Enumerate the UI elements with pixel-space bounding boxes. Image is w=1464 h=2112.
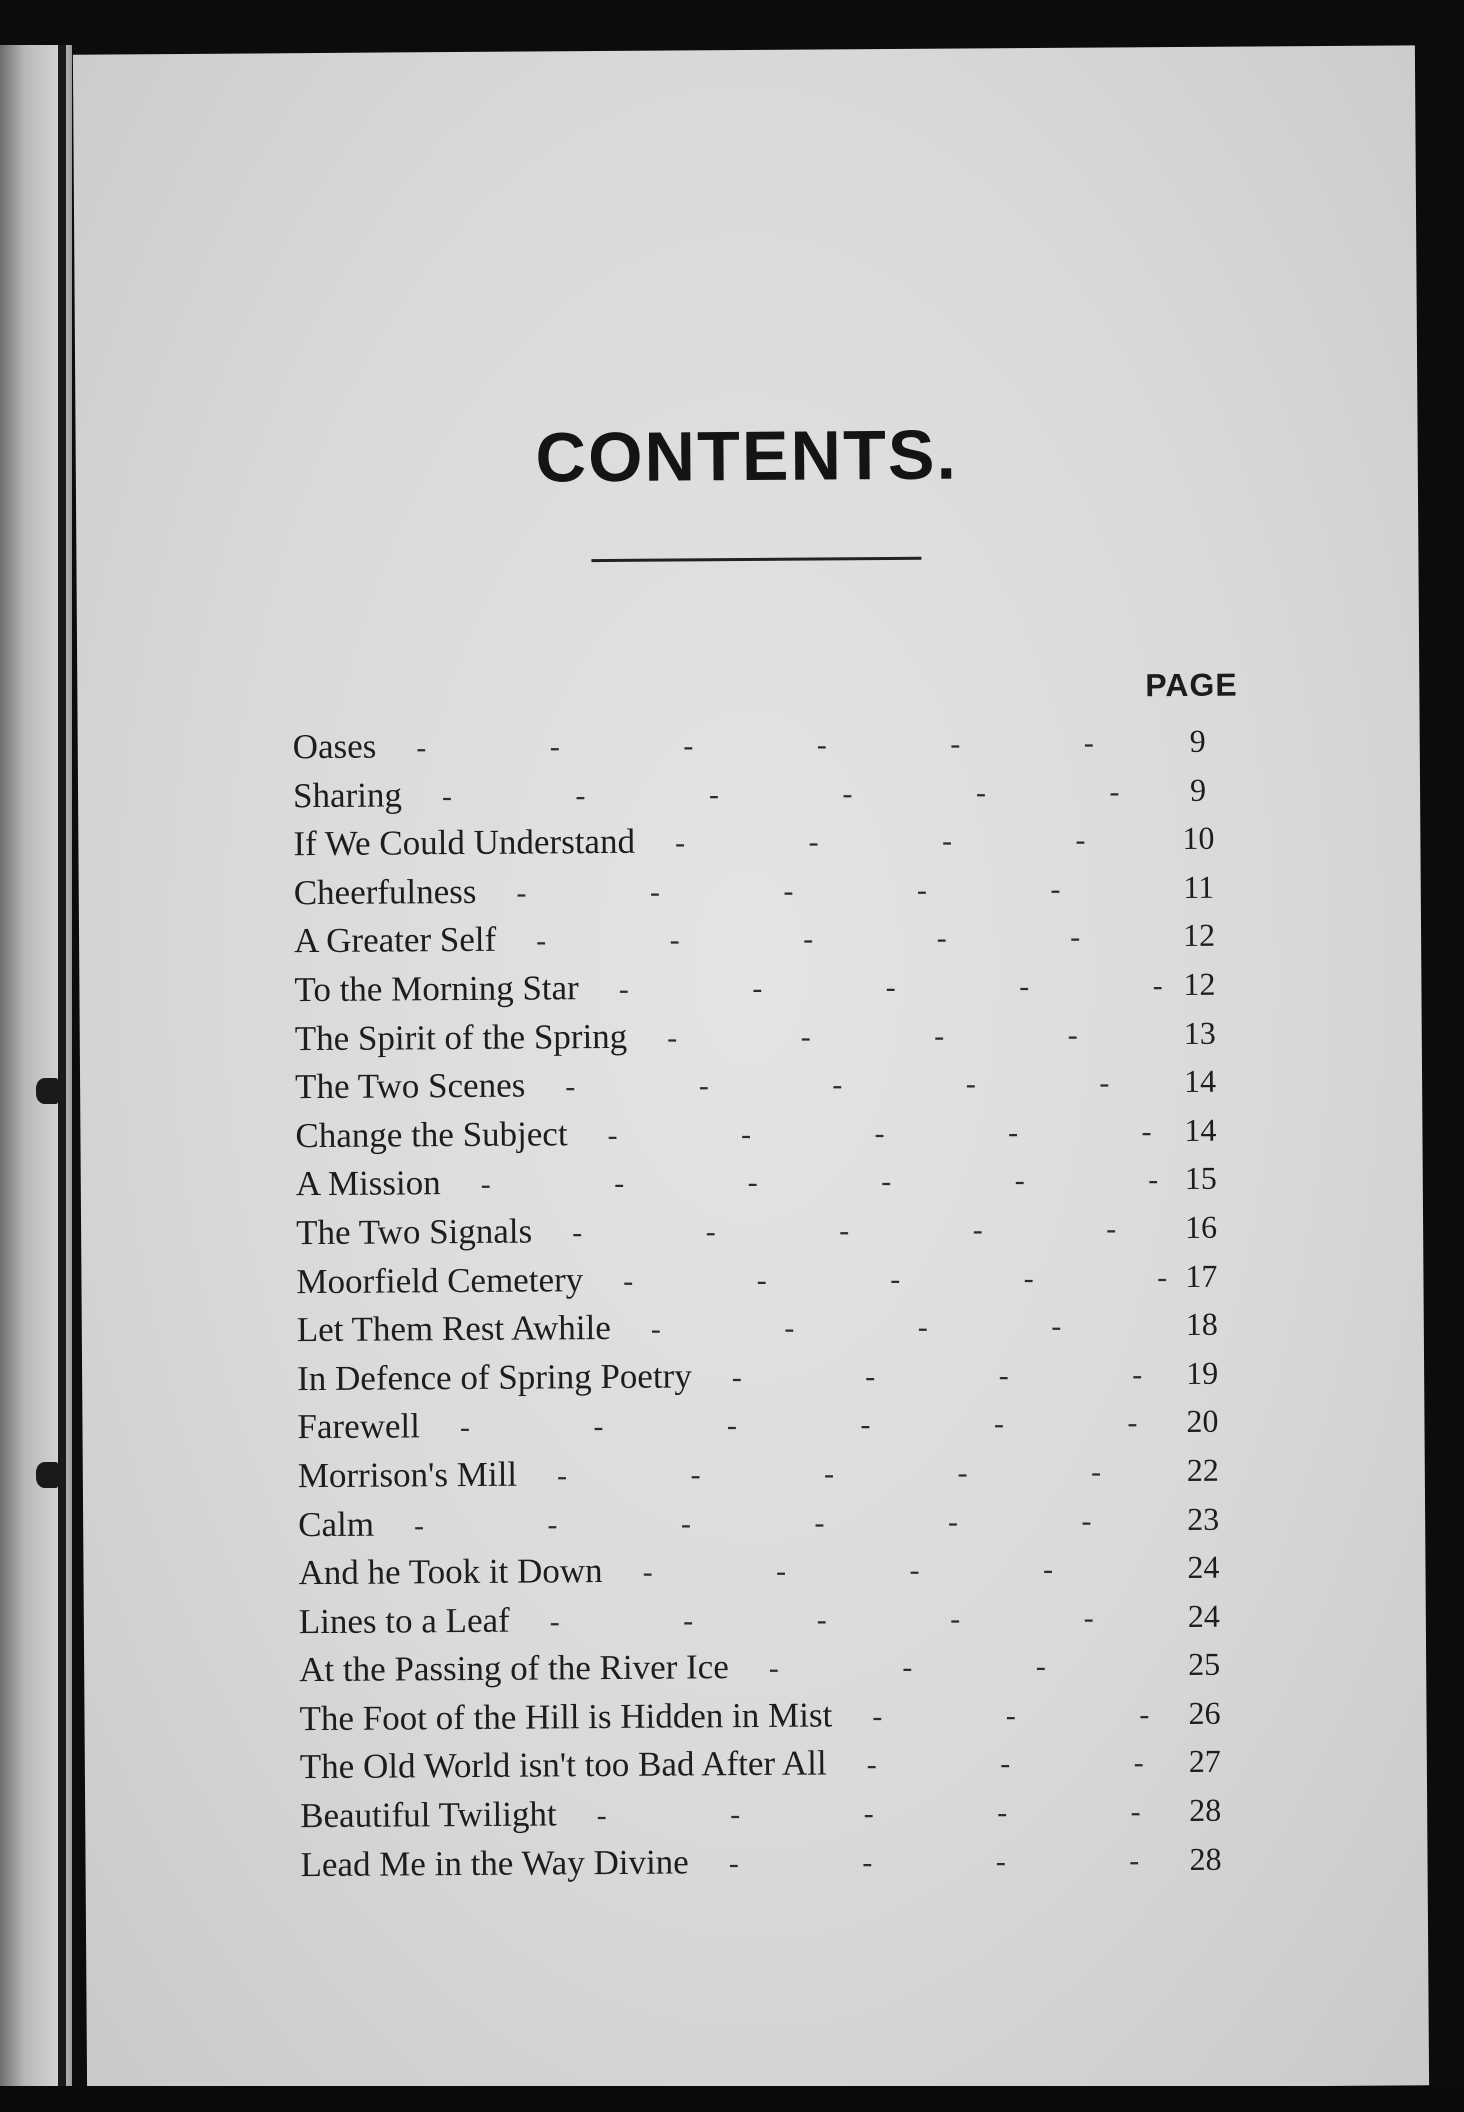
toc-entry (293, 765, 1233, 820)
toc-entry-page-number: 17 (1185, 1257, 1218, 1294)
toc-entry-title: Cheerfulness (293, 871, 477, 912)
toc-entry (298, 1494, 1238, 1549)
toc-entry (300, 1786, 1240, 1841)
toc-entry (300, 1834, 1240, 1889)
toc-entry-title: Change the Subject (295, 1114, 568, 1155)
dot-leader (579, 962, 1165, 1015)
toc-entry-title: Let Them Rest Awhile (296, 1308, 611, 1350)
toc-entry-page-number: 28 (1189, 1791, 1222, 1829)
toc-entry-title: The Old World isn't too Bad After All (299, 1743, 827, 1787)
toc-entry-page-number: 18 (1185, 1305, 1218, 1343)
toc-entry-title: To the Morning Star (294, 968, 579, 1010)
toc-entry-title: Farewell (297, 1406, 421, 1447)
dot-leader (517, 1448, 1168, 1501)
toc-entry-page-number: 25 (1188, 1646, 1221, 1683)
dot-leader (420, 1399, 1168, 1453)
toc-entry-page-number: 10 (1182, 819, 1215, 857)
toc-entry (293, 717, 1233, 772)
dot-leader (496, 913, 1164, 966)
toc-entry-title: Beautiful Twilight (300, 1794, 557, 1836)
toc-entry (299, 1591, 1239, 1646)
toc-entry-title: Morrison's Mill (297, 1454, 518, 1496)
spine-binding-mark (36, 1078, 58, 1104)
toc-entry-page-number: 13 (1183, 1014, 1216, 1051)
contents-page (73, 45, 1429, 2094)
dot-leader (583, 1254, 1167, 1307)
toc-entry-title: If We Could Understand (293, 821, 636, 864)
dot-leader (692, 1351, 1168, 1403)
toc-entry-page-number: 23 (1187, 1500, 1220, 1537)
toc-entry-title: Lines to a Leaf (298, 1600, 510, 1641)
toc-entry-page-number: 11 (1183, 868, 1215, 905)
toc-entry (296, 1203, 1236, 1258)
table-of-contents (293, 717, 1241, 1890)
toc-entry-title: A Mission (295, 1163, 441, 1204)
toc-entry (299, 1688, 1239, 1743)
toc-entry-title: The Spirit of the Spring (294, 1016, 628, 1058)
dot-leader (827, 1740, 1170, 1791)
dot-leader (374, 1497, 1168, 1551)
toc-entry-page-number: 24 (1187, 1597, 1220, 1634)
page-column-header: PAGE (1145, 666, 1238, 704)
toc-entry (295, 1008, 1235, 1063)
dot-leader (441, 1156, 1166, 1210)
dot-leader (611, 1302, 1167, 1354)
dot-leader (510, 1594, 1169, 1647)
toc-entry-title: The Two Signals (295, 1211, 533, 1253)
toc-entry (297, 1397, 1237, 1452)
title-rule (591, 557, 921, 562)
toc-entry (297, 1300, 1237, 1355)
page-title: CONTENTS. (535, 415, 959, 497)
toc-entry-page-number: 28 (1189, 1840, 1222, 1877)
toc-entry (295, 1057, 1235, 1112)
dot-leader (602, 1545, 1168, 1598)
toc-entry (299, 1640, 1239, 1695)
toc-entry (294, 862, 1234, 917)
dot-leader (689, 1837, 1171, 1889)
toc-entry-page-number: 19 (1185, 1354, 1219, 1391)
toc-entry-page-number: 26 (1188, 1694, 1221, 1731)
toc-entry-page-number: 16 (1184, 1208, 1218, 1245)
toc-entry (296, 1154, 1236, 1209)
toc-entry-page-number: 27 (1188, 1743, 1221, 1780)
toc-entry-title: A Greater Self (293, 920, 497, 961)
dot-leader (627, 1011, 1165, 1063)
toc-entry-title: And he Took it Down (298, 1551, 603, 1593)
toc-entry-page-number: 24 (1187, 1548, 1220, 1586)
toc-entry-page-number: 20 (1186, 1403, 1219, 1440)
dot-leader (402, 768, 1163, 822)
toc-entry-page-number: 14 (1183, 1062, 1217, 1100)
dot-leader (832, 1691, 1170, 1742)
toc-entry-page-number: 12 (1182, 917, 1216, 954)
toc-entry (296, 1251, 1236, 1306)
spine-binding-mark (36, 1462, 58, 1488)
toc-entry-title: Moorfield Cemetery (296, 1259, 584, 1301)
dot-leader (376, 719, 1163, 773)
book-spine (58, 45, 66, 2090)
scan-bottom-border (0, 2086, 1464, 2112)
toc-entry (293, 814, 1233, 869)
dot-leader (729, 1642, 1170, 1694)
toc-entry-title: Oases (292, 726, 377, 767)
toc-entry (294, 911, 1234, 966)
toc-entry-title: In Defence of Spring Poetry (297, 1356, 692, 1398)
toc-entry (298, 1446, 1238, 1501)
toc-entry-title: The Foot of the Hill is Hidden in Mist (299, 1695, 833, 1739)
toc-entry (298, 1543, 1238, 1598)
toc-entry-page-number: 15 (1184, 1160, 1217, 1197)
toc-entry (300, 1737, 1240, 1792)
toc-entry-page-number: 9 (1189, 722, 1206, 759)
dot-leader (557, 1788, 1171, 1841)
dot-leader (476, 865, 1164, 918)
toc-entry-page-number: 12 (1183, 965, 1216, 1002)
toc-entry-title: Sharing (292, 775, 403, 815)
dot-leader (635, 816, 1164, 868)
toc-entry-title: At the Passing of the River Ice (299, 1647, 729, 1690)
toc-entry (297, 1348, 1237, 1403)
toc-entry-page-number: 22 (1186, 1451, 1219, 1488)
toc-entry-page-number: 9 (1189, 771, 1207, 808)
toc-entry-title: Lead Me in the Way Divine (300, 1842, 689, 1884)
toc-entry (295, 1105, 1235, 1160)
toc-entry-title: The Two Scenes (294, 1065, 526, 1107)
toc-entry-page-number: 14 (1184, 1111, 1217, 1148)
dot-leader (525, 1059, 1165, 1112)
toc-entry-title: Calm (298, 1504, 375, 1544)
dot-leader (567, 1108, 1165, 1161)
dot-leader (532, 1205, 1166, 1258)
toc-entry (294, 960, 1234, 1015)
